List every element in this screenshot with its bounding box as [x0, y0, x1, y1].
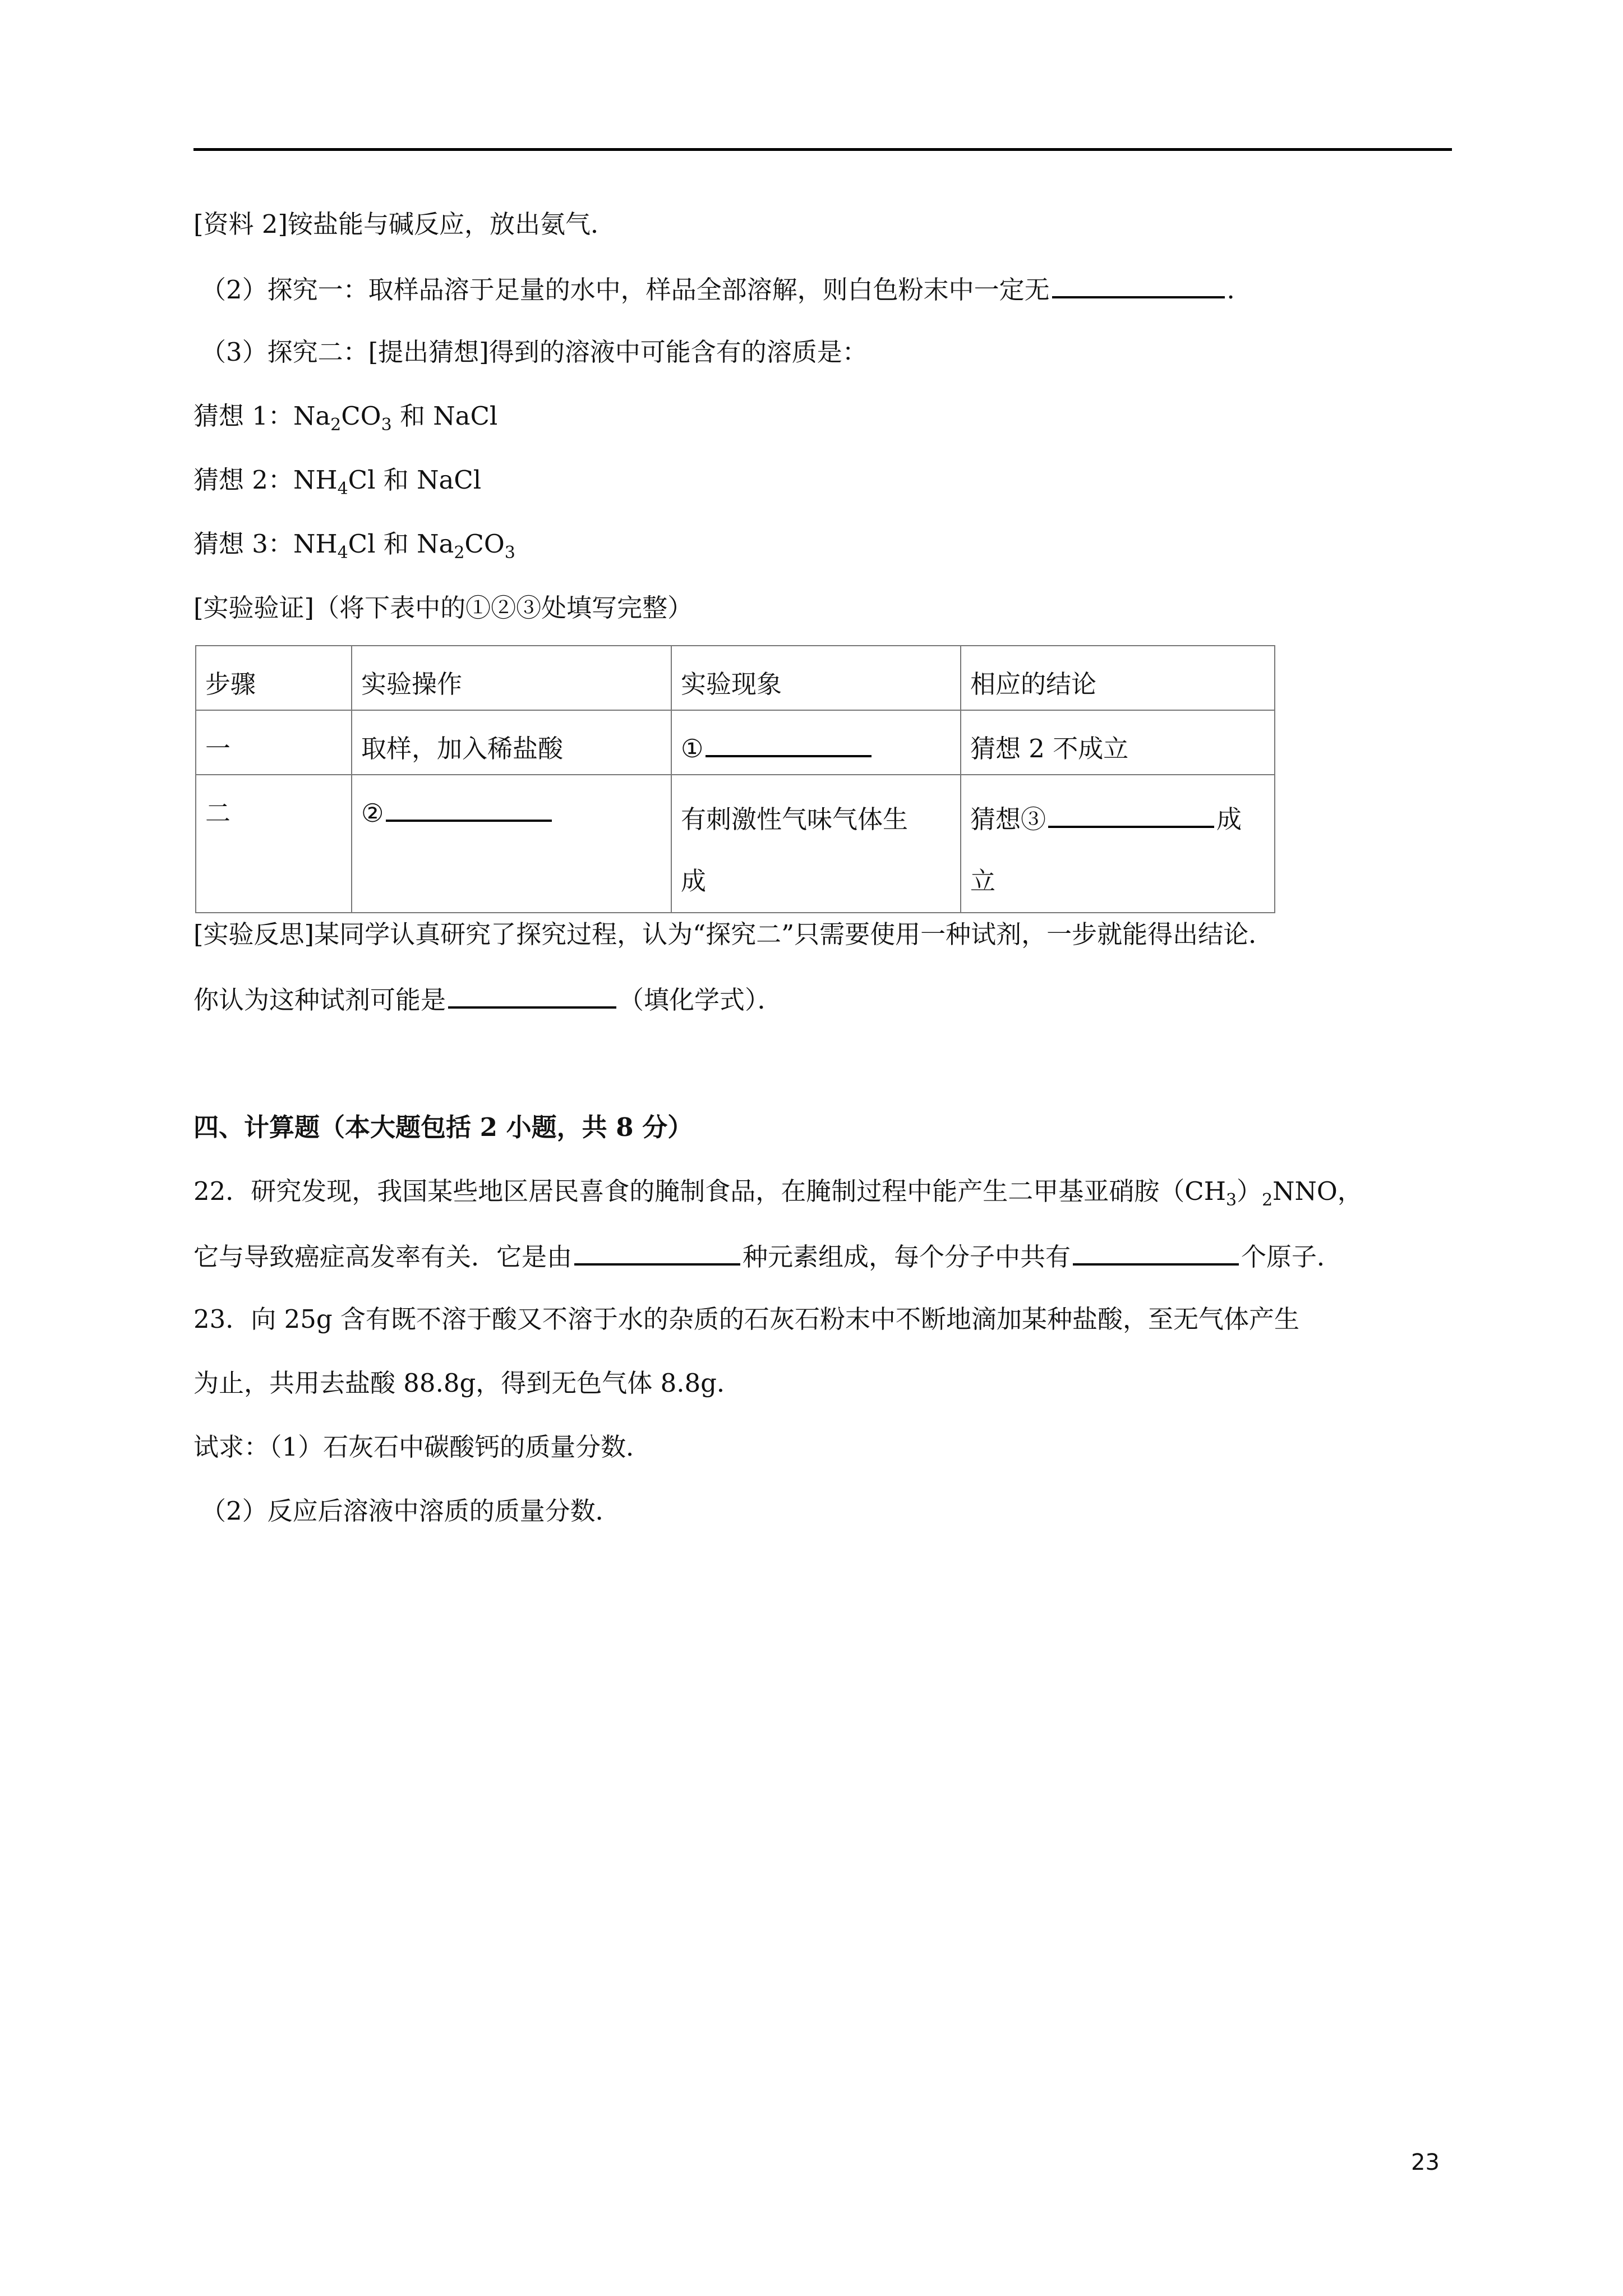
table-cell-phenomenon: [671, 775, 961, 913]
table-cell-operation: 取样，加入稀盐酸: [352, 710, 671, 775]
guess-3-subscript: 2: [454, 543, 465, 563]
blank-mark-1: ①: [681, 734, 704, 763]
explore-1-line: [201, 272, 1252, 307]
question-23-line-4: （2）反应后溶液中溶质的质量分数．: [201, 1496, 621, 1526]
answer-blank-atoms[interactable]: [1073, 1239, 1239, 1266]
guess-3-formula-part: CO: [464, 529, 505, 559]
table-cell-phenomenon: [671, 710, 961, 775]
guess-2-subscript: 4: [337, 479, 348, 499]
table-cell-conclusion: [961, 775, 1275, 913]
conclusion-line-1: [970, 789, 1265, 850]
table-cell-step: 二: [196, 775, 352, 913]
page-number: 23: [1411, 2150, 1440, 2175]
guess-1-formula-part: Na: [293, 401, 331, 431]
answer-blank-explore-1[interactable]: [1052, 272, 1225, 298]
experiment-table: [195, 645, 1275, 913]
phenomenon-line-1: 有刺激性气味气体生: [681, 804, 909, 834]
answer-blank-3[interactable]: [1048, 801, 1214, 828]
guess-3-subscript: 3: [504, 543, 515, 563]
table-header-cell: 步骤: [196, 646, 352, 710]
phenomenon-line-2: 成: [681, 866, 707, 896]
table-header-cell: 相应的结论: [961, 646, 1275, 710]
question-23-line-1: 23．向 25g 含有既不溶于酸又不溶于水的杂质的石灰石粉末中不断地滴加某种盐酸，至无气体产生: [193, 1304, 1299, 1334]
table-header-cell: 实验操作: [352, 646, 671, 710]
guess-1-conjunction: 和: [391, 401, 434, 431]
reflection-prefix: 你认为这种试剂可能是: [193, 985, 446, 1015]
explore-1-text: （2）探究一：取样品溶于足量的水中，样品全部溶解，则白色粉末中一定无: [201, 275, 1050, 305]
guess-3-formula-part: Cl: [348, 529, 376, 559]
question-22-line-1: [193, 1175, 1363, 1208]
question-22-line-2: [193, 1239, 1342, 1274]
q22-text: NNO，: [1272, 1176, 1363, 1206]
q22-subscript: 3: [1225, 1190, 1237, 1210]
table-cell-operation: [352, 775, 671, 913]
guess-1-subscript: 2: [330, 415, 342, 435]
guess-1-subscript: 3: [381, 415, 392, 435]
question-23-line-3: 试求：（1）石灰石中碳酸钙的质量分数．: [193, 1432, 652, 1462]
explore-1-suffix: ．: [1227, 275, 1252, 305]
reflection-line-2: [193, 982, 783, 1017]
answer-blank-elements[interactable]: [574, 1239, 740, 1266]
guess-2-formula-part: NaCl: [417, 465, 482, 495]
table-row: [196, 775, 1275, 913]
table-header-row: [196, 646, 1275, 710]
table-header-cell: 实验现象: [671, 646, 961, 710]
material-2-text: [资料 2]铵盐能与碱反应，放出氨气．: [193, 209, 616, 239]
conclusion-line-2: 立: [970, 866, 996, 896]
reflection-suffix: （填化学式）．: [619, 985, 783, 1015]
q22-text: 种元素组成，每个分子中共有: [743, 1242, 1071, 1272]
section-4-title: 四、计算题（本大题包括 2 小题，共 8 分）: [193, 1112, 693, 1142]
guess-2: [193, 463, 481, 497]
reflection-line-1: [实验反思]某同学认真研究了探究过程，认为“探究二”只需要使用一种试剂，一步就能得出结论．: [193, 919, 1274, 949]
table-row: [196, 710, 1275, 775]
guess-3-formula-part: Na: [417, 529, 454, 559]
question-23-line-2: 为止，共用去盐酸 88.8g，得到无色气体 8.8g．: [193, 1368, 742, 1398]
blank-mark-3: 猜想③: [970, 804, 1046, 834]
q22-subscript: 2: [1262, 1190, 1273, 1210]
blank-mark-2: ②: [361, 798, 384, 828]
answer-blank-2[interactable]: [386, 795, 552, 822]
guess-1-formula-part: CO: [341, 401, 381, 431]
guess-2-label: 猜想 2：: [193, 465, 293, 495]
answer-blank-1[interactable]: [706, 730, 872, 757]
guess-1: [193, 399, 497, 433]
guess-3-formula-part: NH: [293, 529, 338, 559]
conclusion-suffix: 成: [1216, 804, 1242, 834]
guess-2-formula-part: Cl: [348, 465, 376, 495]
q22-text: ）: [1237, 1176, 1262, 1206]
table-cell-conclusion: 猜想 2 不成立: [961, 710, 1275, 775]
guess-1-formula-part: NaCl: [433, 401, 498, 431]
guess-3-conjunction: 和: [375, 529, 417, 559]
guess-3-subscript: 4: [337, 543, 348, 563]
guess-3-label: 猜想 3：: [193, 529, 293, 559]
guess-3: [193, 527, 515, 561]
guess-2-formula-part: NH: [293, 465, 338, 495]
guess-1-label: 猜想 1：: [193, 401, 293, 431]
table-cell-step: 一: [196, 710, 352, 775]
q22-text: 个原子．: [1241, 1242, 1343, 1272]
header-rule: [193, 148, 1452, 151]
q22-text: 它与导致癌症高发率有关．它是由: [193, 1242, 573, 1272]
guess-2-conjunction: 和: [375, 465, 417, 495]
q22-text: 22．研究发现，我国某些地区居民喜食的腌制食品，在腌制过程中能产生二甲基亚硝胺（CH: [193, 1176, 1226, 1206]
verify-title: [实验验证]（将下表中的①②③处填写完整）: [193, 593, 693, 623]
answer-blank-reagent[interactable]: [448, 982, 616, 1009]
explore-2-text: （3）探究二：[提出猜想]得到的溶液中可能含有的溶质是：: [201, 337, 868, 367]
